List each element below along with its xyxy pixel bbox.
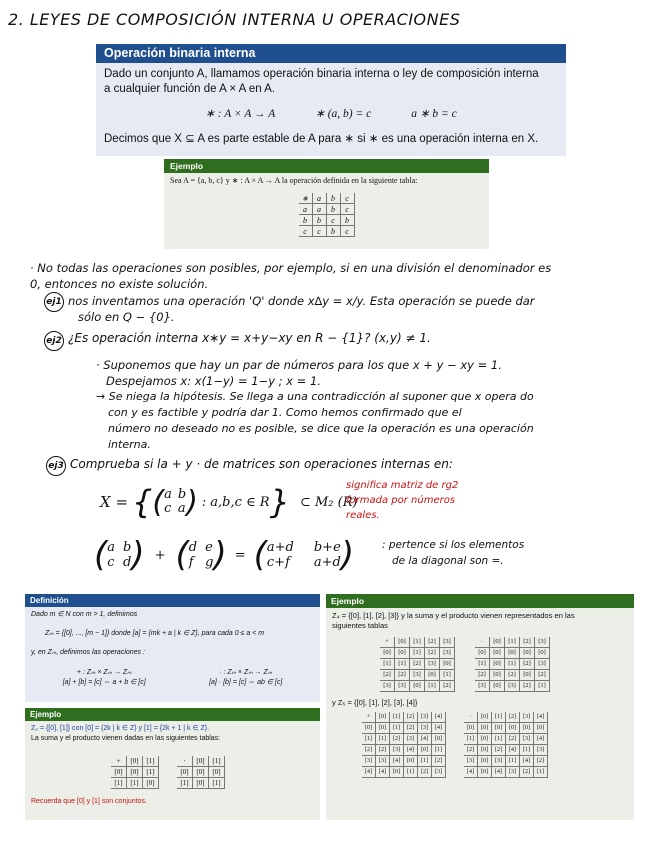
z5-prod-cell: [2] <box>534 756 548 767</box>
note-1b: 0, entonces no existe solución. <box>30 277 209 291</box>
ej2-line-g: interna. <box>108 438 151 451</box>
z4-prod-cell: [0] <box>490 681 505 692</box>
z4-sum-cell: [1] <box>410 637 425 648</box>
ej2-line-e: con y es factible y podría dar 1. Como hemos confirmado que el <box>108 406 462 419</box>
red-note-2: formada por números <box>346 495 456 506</box>
z4-prod-cell: [2] <box>505 670 520 681</box>
z4-prod-cell: [0] <box>490 637 505 648</box>
z5-prod-cell: [1] <box>506 756 520 767</box>
z5-sum-cell: [0] <box>376 712 390 723</box>
ej1-line-a: nos inventamos una operación 'Q' donde x∆y = x/y. Esta operación se puede dar <box>68 294 535 308</box>
z5-sum-cell: [2] <box>376 745 390 756</box>
ej2-line-a: ¿Es operación interna x∗y = x+y−xy en R − {1}? (x,y) ≠ 1. <box>68 331 431 345</box>
z4-prod-row <box>475 648 550 659</box>
example-text: Sea A = {a, b, c} y ∗ : A × A → A la operación definida en la siguiente tabla: <box>170 176 418 185</box>
z4-sum-cell: [0] <box>395 637 410 648</box>
z2-note: Recuerda que [0] y [1] son conjuntos. <box>31 798 147 805</box>
abc-table-cell: c <box>312 226 326 237</box>
z4-prod-cell: [0] <box>520 648 535 659</box>
z4-line-1: Z₄ = {[0], [1], [2], [3]} y la suma y el producto vienen representados en las <box>332 611 575 620</box>
z4-sum-row <box>380 648 455 659</box>
abc-table-row <box>299 204 355 215</box>
r-22: a+d <box>313 555 341 570</box>
z2-example-box <box>25 708 320 820</box>
ej2-label: ej2 <box>44 331 64 351</box>
z5-prod-cell: [1] <box>492 734 506 745</box>
z4-prod-table <box>475 637 550 692</box>
z5-prod-cell: [4] <box>520 756 534 767</box>
m1-b: b <box>123 540 132 555</box>
z4-sum-cell: [0] <box>380 648 395 659</box>
sum-note-1: : pertence si los elementos <box>382 539 525 551</box>
set-mat-c: c <box>164 501 172 516</box>
z4-sum-cell: [1] <box>410 648 425 659</box>
set-mat-a2: a <box>177 501 186 516</box>
z4-prod-row <box>475 670 550 681</box>
z4-example-header: Ejemplo <box>326 594 634 608</box>
z5-prod-row <box>464 767 548 778</box>
r-11: a+d <box>266 540 294 555</box>
abc-table-cell: c <box>340 226 354 237</box>
z4-prod-cell: [0] <box>520 670 535 681</box>
z2-sum-cell: + <box>116 757 121 765</box>
z5-sum-cell: [2] <box>432 756 446 767</box>
abc-table-row <box>299 215 355 226</box>
m1-c: c <box>107 555 115 570</box>
z5-sum-cell: [1] <box>376 734 390 745</box>
z4-prod-cell: [0] <box>490 648 505 659</box>
z5-sum-cell: [4] <box>432 723 446 734</box>
z5-prod-row <box>464 712 548 723</box>
z5-prod-cell: [0] <box>520 723 534 734</box>
z5-sum-cell: [1] <box>404 767 418 778</box>
set-subset: ⊂ M₂ (R) <box>299 494 358 510</box>
z4-sum-cell: [2] <box>380 670 395 681</box>
z5-sum-cell: [0] <box>418 745 432 756</box>
z2-prod-table <box>177 756 225 789</box>
set-definition: X = { ( a b c a ) : a,b,c ∈ R } ⊂ M₂ (R) <box>100 483 358 521</box>
def-line-2: a cualquier función de A × A en A. <box>104 83 276 95</box>
z5-prod-cell: [4] <box>506 745 520 756</box>
z2-sum-cell: [1] <box>143 756 159 767</box>
z5-prod-cell: [0] <box>464 723 478 734</box>
abc-table-row <box>299 193 355 204</box>
z5-prod-cell: [2] <box>492 745 506 756</box>
zm-definition-box <box>25 594 320 702</box>
z4-sum-cell: [1] <box>425 681 440 692</box>
matrix-sum: ( a b c d ) + ( d e f g ) = ( a+d b+e c+f a+d ) <box>94 535 355 575</box>
z5-prod-cell: [1] <box>492 712 506 723</box>
z4-prod-cell: · <box>480 638 484 645</box>
z5-sum-cell: [4] <box>432 712 446 723</box>
z2-example-header: Ejemplo <box>25 708 320 721</box>
z5-prod-row <box>464 745 548 756</box>
z4-sum-cell: [2] <box>425 637 440 648</box>
z4-prod-cell: [0] <box>535 648 550 659</box>
z5-sum-cell: [0] <box>390 767 404 778</box>
z4-prod-cell: [1] <box>535 681 550 692</box>
z5-sum-cell: [2] <box>418 767 432 778</box>
z5-prod-cell: [0] <box>534 723 548 734</box>
ej3-label: ej3 <box>46 456 66 476</box>
sum-note-2: de la diagonal son =. <box>392 555 504 567</box>
z5-sum-cell: [4] <box>362 767 376 778</box>
def-line-3: Decimos que X ⊆ A es parte estable de A para ∗ si ∗ es una operación interna en X. <box>104 133 539 145</box>
z5-prod-cell: [1] <box>520 745 534 756</box>
m2-e: e <box>205 540 213 555</box>
z2-prod-cell: [0] <box>209 767 225 778</box>
equals-sign: = <box>234 547 246 563</box>
zm-definition-header: Definición <box>25 594 320 607</box>
zm-line-1: Dado m ∈ N con m > 1, definimos <box>31 611 138 618</box>
m1-a: a <box>107 540 116 555</box>
def-line-1: Dado un conjunto A, llamamos operación binaria interna o ley de composición interna <box>104 68 539 80</box>
z2-sum-cell: [0] <box>127 756 143 767</box>
z5-prod-cell: [2] <box>506 712 520 723</box>
z4-sum-cell: [1] <box>395 659 410 670</box>
ej1-line-b: sólo en Q − {0}. <box>78 310 175 324</box>
z5-prod-cell: [3] <box>492 756 506 767</box>
z5-prod-row <box>464 756 548 767</box>
z5-prod-cell: [3] <box>520 712 534 723</box>
abc-table-cell: a <box>312 204 326 215</box>
z5-sum-cell: [3] <box>432 767 446 778</box>
abc-table-cell: ∗ <box>301 193 309 203</box>
abc-table-row <box>299 226 355 237</box>
z5-sum-row <box>362 734 446 745</box>
z5-sum-cell: [2] <box>390 734 404 745</box>
z4-sum-cell: [1] <box>440 670 455 681</box>
binary-operation-body <box>96 63 566 156</box>
z5-sum-cell: [2] <box>404 712 418 723</box>
zm-sum-signature: + : Zₘ × Zₘ → Zₘ <box>76 669 132 676</box>
def-formula-3: a ∗ b = c <box>411 108 457 120</box>
z4-prod-cell: [2] <box>520 659 535 670</box>
binary-operation-header: Operación binaria interna <box>96 44 566 63</box>
abc-table-cell: b <box>326 226 340 237</box>
z4-prod-cell: [1] <box>475 659 490 670</box>
z4-sum-cell: [0] <box>425 670 440 681</box>
z4-prod-cell: [2] <box>520 637 535 648</box>
z4-prod-cell: [0] <box>505 648 520 659</box>
example-header: Ejemplo <box>164 159 489 173</box>
z4-sum-cell: [0] <box>440 659 455 670</box>
z4-prod-cell: [0] <box>490 659 505 670</box>
abc-table-cell: c <box>340 204 354 215</box>
z2-line-1: Z₂ = {[0], [1]} con [0] = {2k | k ∈ Z} y [1] = {2k + 1 | k ∈ Z}. <box>31 725 210 732</box>
z5-sum-cell: [1] <box>432 745 446 756</box>
abc-table-cell: c <box>299 226 313 237</box>
z5-prod-cell: [3] <box>464 756 478 767</box>
z5-sum-cell: [1] <box>390 712 404 723</box>
z5-prod-cell: [4] <box>534 734 548 745</box>
z4-sum-cell: [3] <box>380 681 395 692</box>
z4-example-box <box>326 594 634 820</box>
ej2-line-f: número no deseado no es posible, se dice que la operación es una operación <box>108 422 534 435</box>
z2-sum-cell: [1] <box>127 778 143 789</box>
binary-operation-box <box>96 44 566 156</box>
z5-sum-cell: [3] <box>418 712 432 723</box>
z5-sum-cell: [0] <box>404 756 418 767</box>
z4-sum-cell: [3] <box>425 659 440 670</box>
z5-sum-cell: [4] <box>376 767 390 778</box>
m2-g: g <box>205 555 214 570</box>
r-12: b+e <box>313 540 341 555</box>
m1-d: d <box>123 555 132 570</box>
z2-prod-row <box>177 778 225 789</box>
z2-sum-row <box>111 767 159 778</box>
z5-line: y Z₅ = {[0], [1], [2], [3], [4]} <box>332 698 418 707</box>
z2-prod-cell: [1] <box>209 778 225 789</box>
z5-sum-cell: [3] <box>404 734 418 745</box>
z4-prod-cell: [3] <box>535 637 550 648</box>
zm-line-3: y, en Zₘ, definimos las operaciones : <box>31 649 145 656</box>
abc-table-cell: b <box>312 215 326 226</box>
example-box-table <box>164 159 489 249</box>
z5-prod-cell: [0] <box>478 723 492 734</box>
def-formula-2: ∗ (a, b) = c <box>315 108 372 120</box>
z5-prod-cell: [0] <box>478 756 492 767</box>
z2-sum-row <box>111 756 159 767</box>
z2-prod-cell: · <box>183 757 186 765</box>
z5-prod-cell: [1] <box>464 734 478 745</box>
z4-prod-cell: [3] <box>475 681 490 692</box>
z2-sum-row <box>111 778 159 789</box>
z4-sum-cell: [0] <box>410 681 425 692</box>
z4-prod-cell: [1] <box>505 659 520 670</box>
z4-sum-table <box>380 637 455 692</box>
z5-sum-cell: [4] <box>390 756 404 767</box>
z2-prod-cell: [0] <box>193 767 209 778</box>
z4-sum-cell: [3] <box>440 648 455 659</box>
def-formula-1: ∗ : A × A → A <box>205 108 276 120</box>
abc-table-cell: b <box>326 204 340 215</box>
z5-prod-cell: [1] <box>534 767 548 778</box>
z2-prod-cell: [0] <box>193 756 209 767</box>
z5-prod-cell: [3] <box>534 745 548 756</box>
z4-sum-row <box>380 659 455 670</box>
z4-prod-cell: [1] <box>505 637 520 648</box>
z5-prod-cell: [4] <box>464 767 478 778</box>
z4-sum-cell: [0] <box>395 648 410 659</box>
z5-prod-cell: · <box>469 714 472 720</box>
z5-sum-cell: [4] <box>404 745 418 756</box>
z5-sum-cell: [3] <box>362 756 376 767</box>
z2-prod-cell: [1] <box>177 778 193 789</box>
z5-sum-table <box>362 712 446 778</box>
z5-sum-row <box>362 745 446 756</box>
z2-sum-table <box>111 756 159 789</box>
red-note-3: reales. <box>346 510 380 521</box>
z2-prod-cell: [0] <box>193 778 209 789</box>
r-21: c+f <box>266 555 290 570</box>
z5-prod-cell: [2] <box>464 745 478 756</box>
z5-sum-cell: + <box>366 714 371 720</box>
m2-d: d <box>188 540 198 555</box>
z5-prod-cell: [3] <box>520 734 534 745</box>
abc-table-cell: a <box>312 193 326 204</box>
z5-prod-cell: [0] <box>506 723 520 734</box>
z5-sum-cell: [3] <box>390 745 404 756</box>
abc-table-cell: c <box>340 193 354 204</box>
z5-prod-cell: [3] <box>506 767 520 778</box>
z4-sum-cell: [3] <box>440 637 455 648</box>
abc-table-cell: a <box>299 204 313 215</box>
z4-prod-cell: [3] <box>535 659 550 670</box>
z4-sum-cell: [2] <box>395 670 410 681</box>
z5-sum-cell: [3] <box>376 756 390 767</box>
z5-prod-cell: [0] <box>478 734 492 745</box>
z5-prod-cell: [0] <box>492 723 506 734</box>
z2-prod-row <box>177 756 225 767</box>
z5-sum-cell: [0] <box>432 734 446 745</box>
abc-table-cell: b <box>299 215 313 226</box>
z5-sum-row <box>362 756 446 767</box>
z4-line-2: siguientes tablas <box>332 621 388 630</box>
m2-f: f <box>188 555 194 570</box>
set-mat-a1: a <box>164 487 172 502</box>
z4-prod-row <box>475 637 550 648</box>
z4-prod-cell: [0] <box>475 648 490 659</box>
zm-prod-rule: [a] · [b] = [c] ⇔ ab ∈ [c] <box>209 679 283 686</box>
z5-sum-cell: [2] <box>404 723 418 734</box>
z4-sum-row <box>380 681 455 692</box>
set-mat-b: b <box>177 487 187 502</box>
z4-sum-cell: [3] <box>395 681 410 692</box>
z5-sum-cell: [4] <box>418 734 432 745</box>
ej2-line-d: → Se niega la hipótesis. Se llega a una contradicción al suponer que x opera do <box>96 390 534 403</box>
zm-sum-rule: [a] + [b] = [c] ⇔ a + b ∈ [c] <box>62 679 146 686</box>
red-note-1: significa matriz de rg2 <box>346 480 459 491</box>
z4-prod-cell: [2] <box>475 670 490 681</box>
set-lhs: X = <box>100 493 129 511</box>
note-1a: · No todas las operaciones son posibles, por ejemplo, si en una división el denominador es <box>30 261 552 275</box>
z4-prod-cell: [3] <box>505 681 520 692</box>
z2-sum-cell: [1] <box>143 767 159 778</box>
z5-prod-table <box>464 712 548 778</box>
set-condition: a,b,c ∈ R <box>210 494 270 510</box>
ej2-line-b: · Suponemos que hay un par de números para los que x + y − xy = 1. <box>96 358 502 372</box>
z4-sum-cell: + <box>385 638 389 645</box>
plus-sign: + <box>154 547 166 563</box>
z2-line-2: La suma y el producto vienen dadas en las siguientes tablas: <box>31 735 221 742</box>
z5-sum-row <box>362 723 446 734</box>
z4-sum-cell: [2] <box>425 648 440 659</box>
z2-sum-cell: [0] <box>143 778 159 789</box>
z5-prod-cell: [0] <box>478 767 492 778</box>
z5-sum-row <box>362 712 446 723</box>
z5-sum-cell: [2] <box>362 745 376 756</box>
z5-prod-cell: [2] <box>506 734 520 745</box>
z2-sum-cell: [1] <box>111 778 127 789</box>
z5-prod-cell: [2] <box>520 767 534 778</box>
zm-line-2: Zₘ = {[0], ..., [m − 1]} donde [a] = {mk + a | k ∈ Z}, para cada 0 ≤ a < m <box>45 630 265 637</box>
ej1-label: ej1 <box>44 292 64 312</box>
ej2-line-c: Despejamos x: x(1−y) = 1−y ; x = 1. <box>106 374 321 388</box>
z2-prod-cell: [0] <box>177 767 193 778</box>
z5-sum-cell: [0] <box>376 723 390 734</box>
z4-sum-row <box>380 637 455 648</box>
ej3-line-a: Comprueba si la + y · de matrices son operaciones internas en: <box>70 457 453 471</box>
z2-prod-row <box>177 767 225 778</box>
z4-sum-cell: [2] <box>440 681 455 692</box>
abc-table-cell: c <box>326 215 340 226</box>
z4-sum-cell: [1] <box>380 659 395 670</box>
z4-sum-cell: [2] <box>410 659 425 670</box>
z4-prod-row <box>475 681 550 692</box>
z5-sum-cell: [3] <box>418 723 432 734</box>
z5-sum-cell: [1] <box>390 723 404 734</box>
z2-sum-cell: [0] <box>127 767 143 778</box>
z5-sum-cell: [0] <box>362 723 376 734</box>
z4-prod-row <box>475 659 550 670</box>
z4-prod-cell: [0] <box>490 670 505 681</box>
abc-table-cell: b <box>340 215 354 226</box>
page-title: 2. LEYES DE COMPOSICIÓN INTERNA U OPERACIONES <box>8 10 461 29</box>
z4-sum-row <box>380 670 455 681</box>
z4-prod-cell: [2] <box>520 681 535 692</box>
z5-prod-cell: [4] <box>492 767 506 778</box>
z5-sum-cell: [1] <box>418 756 432 767</box>
z5-prod-row <box>464 734 548 745</box>
z5-sum-row <box>362 767 446 778</box>
z4-sum-cell: [3] <box>410 670 425 681</box>
z2-prod-cell: [1] <box>209 756 225 767</box>
z5-sum-cell: [1] <box>362 734 376 745</box>
abc-table-cell: b <box>326 193 340 204</box>
operation-table-abc <box>299 193 355 237</box>
z4-prod-cell: [2] <box>535 670 550 681</box>
z5-prod-cell: [0] <box>478 745 492 756</box>
z2-sum-cell: [0] <box>111 767 127 778</box>
z5-prod-cell: [0] <box>478 712 492 723</box>
zm-prod-signature: · : Zₘ × Zₘ → Zₘ <box>219 669 273 676</box>
z5-prod-cell: [4] <box>534 712 548 723</box>
z5-prod-row <box>464 723 548 734</box>
